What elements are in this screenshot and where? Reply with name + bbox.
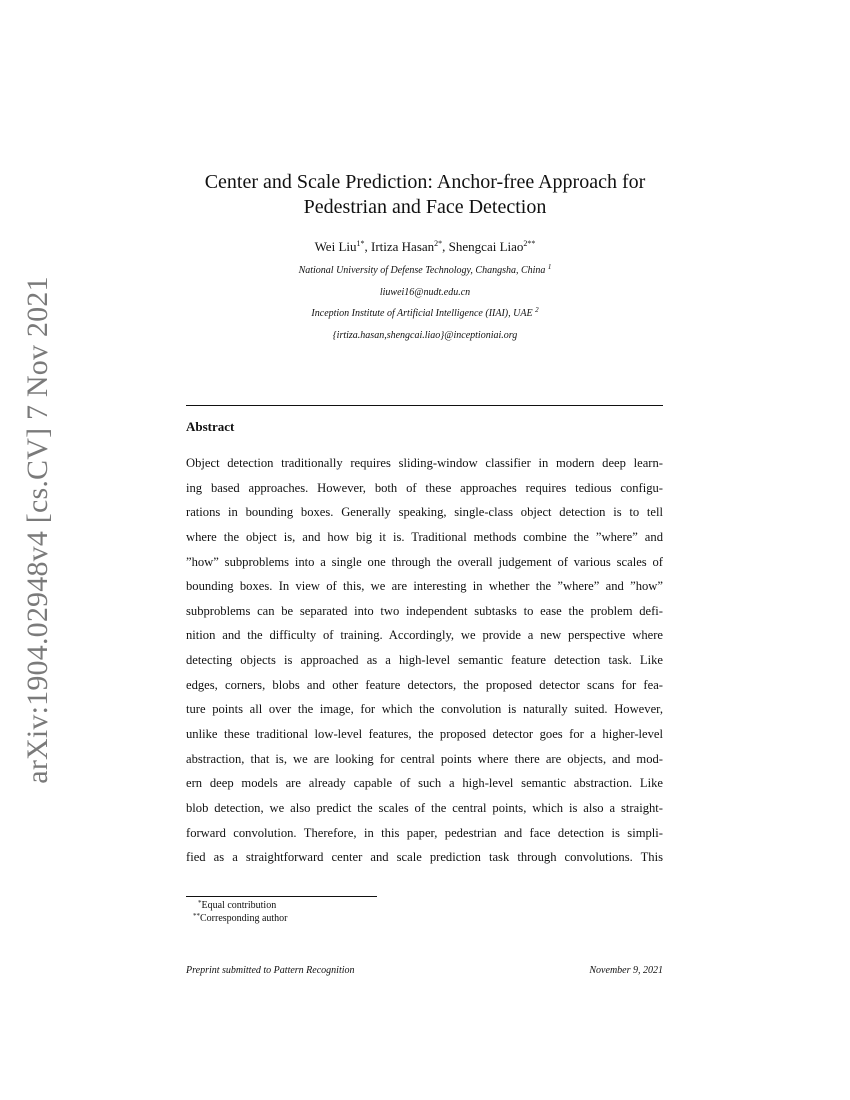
abstract-line: where the object is, and how big it is. Traditional methods combine the ”where” and [186, 529, 663, 544]
abstract-line: subproblems can be separated into two independent subtasks to ease the problem defi- [186, 603, 663, 618]
abstract-line: rations in bounding boxes. Generally speaking, single-class object detection is to tell [186, 505, 663, 520]
title-line-1: Center and Scale Prediction: Anchor-free Approach for [204, 171, 646, 193]
abstract-line: Object detection traditionally requires sliding-window classifier in modern deep learn- [186, 456, 663, 470]
affiliation-2-mark: 2 [535, 306, 539, 314]
footnote-rule [186, 896, 377, 897]
author-name: Wei Liu [314, 239, 357, 254]
author-list [150, 239, 700, 255]
abstract-line: ing based approaches. However, both of these approaches requires tedious configu- [186, 480, 663, 495]
author-separator: , [364, 239, 371, 254]
author-name: Irtiza Hasan [371, 239, 435, 254]
author-mark: 2* [434, 239, 443, 248]
footnote-equal-contribution [198, 899, 276, 912]
abstract-line: fied as a straightforward center and scale prediction task through convolutions. This [186, 850, 663, 865]
footnote-mark: * [198, 899, 202, 907]
preprint-date: November 9, 2021 [589, 965, 663, 976]
abstract-line: forward convolution. Therefore, in this paper, pedestrian and face detection is simpli- [186, 825, 663, 840]
abstract-line: ture points all over the image, for which the convolution is naturally suited. However, [186, 702, 663, 717]
abstract-line: edges, corners, blobs and other feature detectors, the proposed detector scans for fea- [186, 677, 663, 692]
paper-title [150, 170, 700, 220]
affiliation-1-mark: 1 [547, 263, 552, 271]
abstract-line: bounding boxes. In view of this, we are interesting in whether the ”where” and ”how” [186, 579, 663, 594]
footnote-text: Corresponding author [200, 913, 288, 924]
affiliation-2-text: Inception Institute of Artificial Intelligence (IIAI), UAE [311, 308, 533, 319]
footnote-mark: ** [193, 912, 200, 920]
abstract-line: abstraction, that is, we are looking for central points where there are objects, and mod- [186, 751, 663, 766]
footnote-corresponding-author [193, 912, 288, 925]
author-mark: 1* [356, 239, 365, 248]
abstract-top-rule [186, 405, 663, 406]
abstract-body [186, 451, 663, 870]
abstract-line: ern deep models are already capable of such a high-level semantic abstraction. Like [186, 776, 663, 791]
affiliation-1 [150, 264, 700, 277]
title-line-2: Pedestrian and Face Detection [303, 196, 547, 218]
author-email-2[interactable]: {irtiza.hasan,shengcai.liao}@inceptioniai.org [332, 330, 518, 341]
author-separator: , [442, 239, 449, 254]
author-name: Shengcai Liao [448, 239, 524, 254]
author-mark: 2** [523, 239, 536, 248]
arxiv-identifier-stamp: arXiv:1904.02948v4 [cs.CV] 7 Nov 2021 [21, 276, 54, 784]
abstract-line: detecting objects is approached as a high-level semantic feature detection task. Like [186, 653, 663, 668]
abstract-line: blob detection, we also predict the scales of the central points, which is also a straight- [186, 800, 663, 815]
affiliation-2 [150, 307, 700, 320]
abstract-heading: Abstract [186, 419, 235, 434]
abstract-line: ”how” subproblems into a single one through the overall judgement of various scales of [186, 554, 663, 569]
abstract-line: unlike these traditional low-level features, the proposed detector goes for a higher-level [186, 727, 663, 742]
affiliation-1-text: National University of Defense Technology, Changsha, China [298, 265, 546, 276]
preprint-note: Preprint submitted to Pattern Recognition [186, 965, 355, 976]
footnote-text: Equal contribution [201, 900, 277, 911]
abstract-line: nition and the difficulty of training. Accordingly, we provide a new perspective where [186, 628, 663, 643]
author-email-1[interactable]: liuwei16@nudt.edu.cn [379, 287, 471, 298]
